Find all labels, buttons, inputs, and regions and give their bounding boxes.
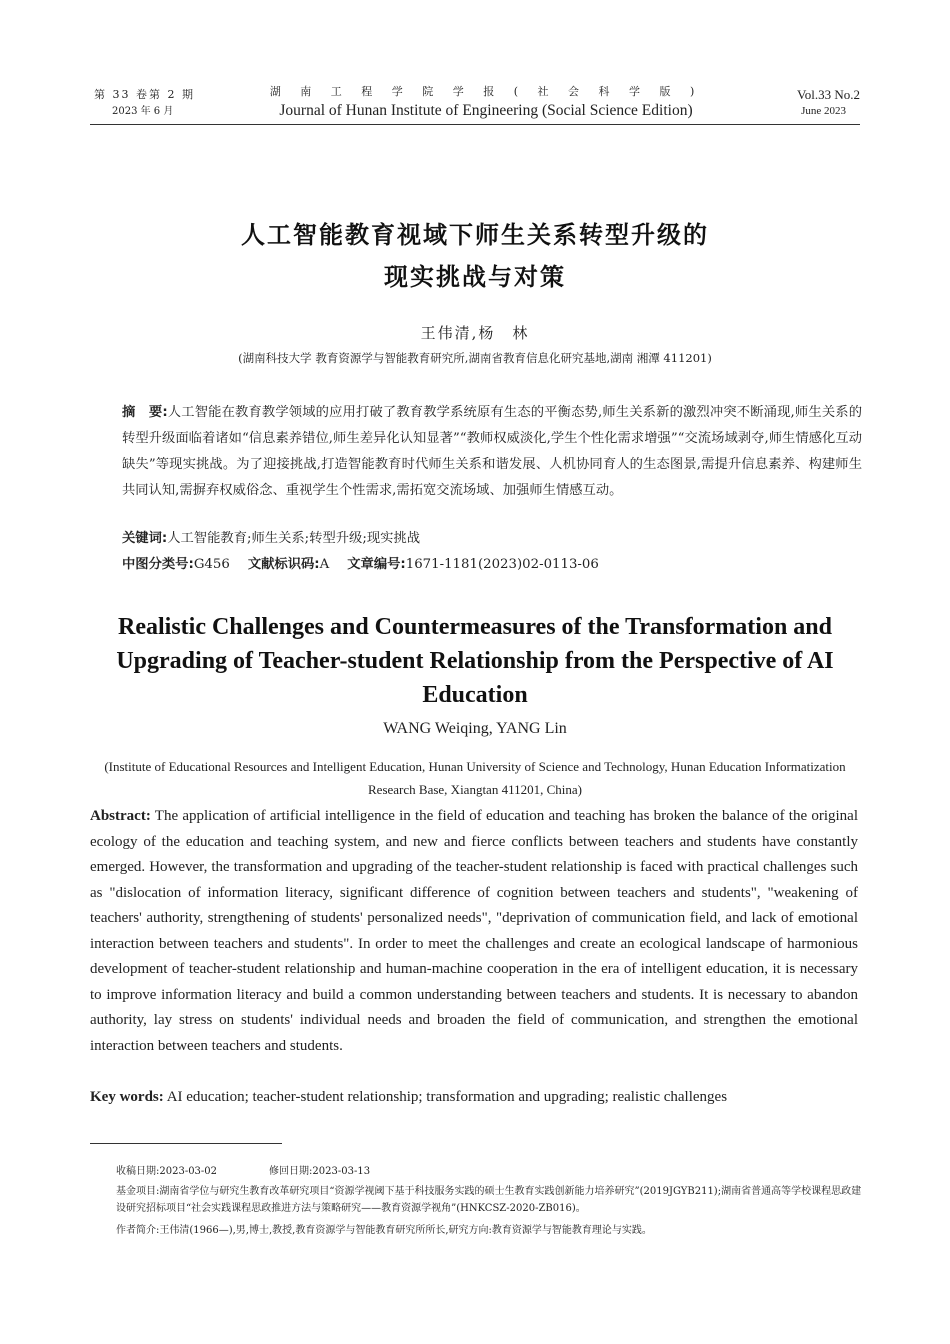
header-volume-info <box>760 86 860 120</box>
cn-title-line1: 人工智能教育视域下师生关系转型升级的 <box>241 221 709 249</box>
en-abstract <box>90 804 858 1059</box>
en-title: Realistic Challenges and Countermeasures of the Transformation and Upgrading of Teacher-student Relationship from the Perspective of AI Education <box>116 614 834 708</box>
issue-cn: 第 33 卷第 2 期 <box>94 88 195 101</box>
cn-abstract-label: 摘 要: <box>122 405 168 420</box>
cn-affiliation: (湖南科技大学 教育资源学与智能教育研究所,湖南省教育信息化研究基地,湖南 湘潭 411201) <box>238 351 712 365</box>
footnote-dates <box>116 1163 866 1180</box>
doc-code-label: 文献标识码: <box>247 557 320 572</box>
en-keywords-text: AI education; teacher-student relationship; transformation and upgrading; realistic challenges <box>166 1089 728 1105</box>
en-affiliation: (Institute of Educational Resources and Intelligent Education, Hunan University of Science and Technology, Hunan Education Informatization Research Base, Xiangtan 411201, China) <box>104 759 846 797</box>
footnote-fund: 基金项目:湖南省学位与研究生教育改革研究项目“资源学视阈下基于科技服务实践的硕士生教育实践创新能力培养研究”(2019JGYB211);湖南省普通高等学校课程思政建设研究招标项目“社会实践课程思政推进方法与策略研究——教育资源学视角”(HNKCSZ-2020-ZB016)。 <box>116 1186 862 1214</box>
revised-date: 修回日期:2023-03-13 <box>269 1166 371 1177</box>
date-en: June 2023 <box>801 105 846 117</box>
en-keywords-label: Key words: <box>90 1089 164 1105</box>
header-divider <box>90 124 860 125</box>
en-keywords <box>90 1086 858 1108</box>
article-no-label: 文章编号: <box>347 557 406 572</box>
header-issue-info <box>94 86 234 120</box>
doc-code-value: A <box>319 557 330 572</box>
article-no-value: 1671-1181(2023)02-0113-06 <box>405 557 599 572</box>
footnote-author-bio: 作者简介:王伟清(1966—),男,博士,教授,教育资源学与智能教育研究所所长,研究方向:教育资源学与智能教育理论与实践。 <box>116 1225 652 1236</box>
cn-classification <box>122 552 862 578</box>
cn-keywords-label: 关键词: <box>122 531 168 546</box>
cn-title-line2: 现实挑战与对策 <box>384 263 566 291</box>
received-date: 收稿日期:2023-03-02 <box>116 1166 218 1177</box>
en-authors: WANG Weiqing, YANG Lin <box>383 720 567 737</box>
volume-en: Vol.33 No.2 <box>797 87 860 102</box>
en-abstract-label: Abstract: <box>90 808 151 824</box>
footnote-divider <box>90 1143 282 1144</box>
journal-name-en: Journal of Hunan Institute of Engineering (Social Science Edition) <box>279 102 693 119</box>
date-cn: 2023 年 6 月 <box>112 106 174 117</box>
cn-keywords <box>122 526 862 552</box>
journal-name <box>230 84 742 122</box>
cn-abstract <box>122 400 862 504</box>
clc-label: 中图分类号: <box>122 557 194 572</box>
cn-authors: 王伟清,杨 林 <box>420 324 530 342</box>
cn-keywords-text: 人工智能教育;师生关系;转型升级;现实挑战 <box>167 531 421 546</box>
cn-abstract-text: 人工智能在教育教学领域的应用打破了教育教学系统原有生态的平衡态势,师生关系新的激烈冲突不断涌现,师生关系的转型升级面临着诸如“信息素养错位,师生差异化认知显著”“教师权威淡化,学生个性化需求增强”“交流场域剥夺,师生情感化互动缺失”等现实挑战。为了迎接挑战,打造智能教育时代师生关系和谐发展、人机协同育人的生态图景,需提升信息素养、构建师生共同认知,需摒弃权威俗念、重视学生个性需求,需拓宽交流场域、加强师生情感互动。 <box>122 405 862 498</box>
journal-name-cn: 湖 南 工 程 学 院 学 报 ( 社 会 科 学 版 ) <box>269 85 703 98</box>
clc-value: G456 <box>193 557 230 572</box>
en-abstract-text: The application of artificial intelligence in the field of education and teaching has broken the balance of the original ecology of the education and teaching system, and new and fierce conflicts between teachers and students have constantly emerged. However, the transformation and upgrading of the teacher-student relationship is faced with practical challenges such as "dislocation of information literacy, significant difference of cognition between teachers and students", "weakening of teachers' authority, strengthening of students' personalized needs", "deprivation of communication field, and lack of emotional interaction between teachers and students". In order to meet the challenges and create an ecological landscape of harmonious development of teacher-student relationship and human-machine cooperation in the era of intelligent education, it is necessary to improve information literacy and build a common understanding between teachers and students. It is necessary to abandon authority, lay stress on students' individual needs and broaden the field of communication, and strengthen the emotional interaction between teachers and students. <box>90 808 858 1054</box>
